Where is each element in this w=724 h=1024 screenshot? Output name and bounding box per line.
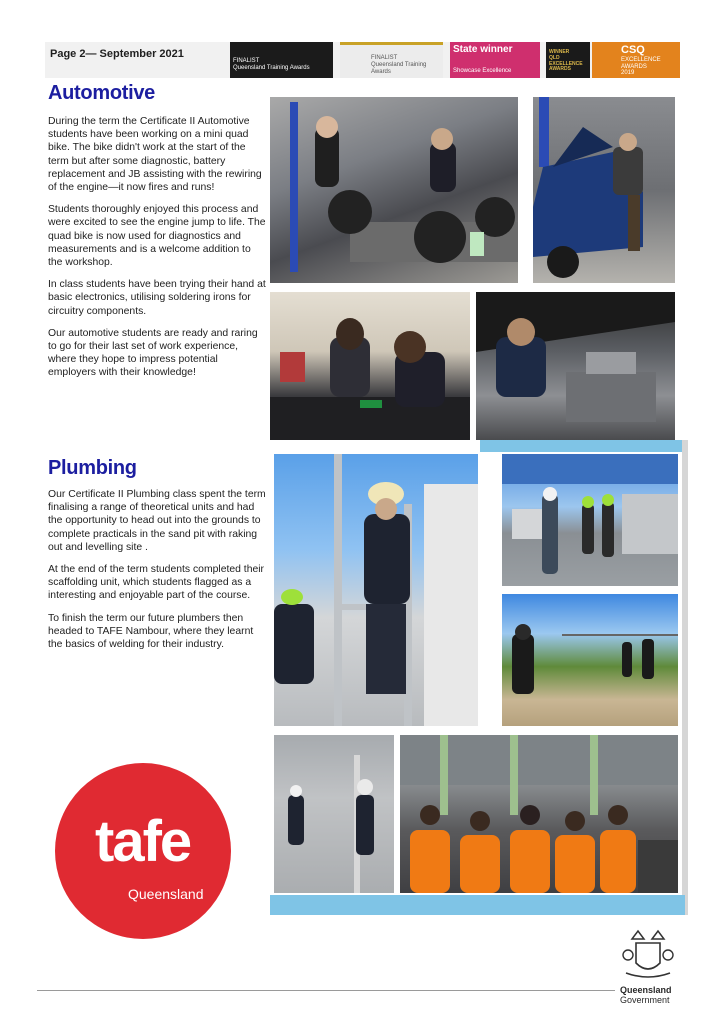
welding-group-photo-illustration [400,735,678,893]
automotive-paragraph: During the term the Certificate II Automotive students have been working on a mini quad bike. The bike didn't work at the start of the term but after some diagnostic, battery replacement and JB assisting with the rewiring of the engine—it now fires and runs! [48,116,262,194]
award-badge-5-line1: EXCELLENCE AWARDS [621,56,661,70]
award-badge-4-line1: WINNER [549,49,570,55]
scaffolding-photo-illustration [274,454,478,726]
automotive-paragraph: In class students have been trying their hand at basic electronics, utilising soldering irons for circuitry components. [48,279,266,317]
tafe-logo-word: tafe [95,809,191,874]
award-badge-3-title: State winner [453,44,513,55]
scaffold-build-photo-illustration [274,735,394,893]
decorative-band [480,440,685,452]
award-badge-1-line1: FINALIST [233,58,260,64]
plumbing-title: Plumbing [48,457,137,479]
sand-pit-photo [500,592,680,728]
tafe-logo-sub: Queensland [128,886,204,902]
soldering-photo [268,290,472,442]
award-badge-5-line2: 2019 [621,70,635,77]
award-badge-4 [546,42,590,78]
award-badge-1 [230,42,333,78]
site-group-photo-illustration [502,454,678,586]
award-badge-2-line2: Queensland Training Awards [371,61,427,75]
award-badge-1-line2: Queensland Training Awards [233,64,310,71]
decorative-band [682,440,688,915]
award-badge-5 [592,42,680,78]
engine-bay-photo-illustration [476,292,675,440]
scaffolding-photo [272,452,480,728]
page-label: Page 2— September 2021 [50,48,184,60]
queensland-government-logo [620,985,672,1005]
quad-bike-photo [268,95,520,285]
quad-bike-photo-illustration [270,97,518,283]
gov-line1: Queensland [620,985,672,995]
automotive-body [48,115,266,389]
welding-group-photo [398,733,680,895]
engine-bay-photo [474,290,677,442]
car-engine-photo-illustration [533,97,675,283]
automotive-paragraph: Students thoroughly enjoyed this process and were excited to see the engine jump to life. The quad bike is now used for diagnostics and measurements and is a welcome addition to the workshop. [48,204,266,269]
gov-line2: Government [620,995,670,1005]
award-badge-2-line1: FINALIST [371,55,398,61]
plumbing-paragraph: Our Certificate II Plumbing class spent the term finalising a range of theoretical units and had the opportunity to head out into the grounds to complete practicals in the sand pit with raking out and levelling site . [48,489,266,553]
award-badge-4-line2: QLD EXCELLENCE AWARDS [549,54,583,73]
award-badge-2 [340,42,443,78]
decorative-band [270,895,685,915]
site-group-photo [500,452,680,588]
plumbing-paragraph: At the end of the term students completed their scaffolding unit, which students flagged as a interesting and enjoyable part of the course. [48,564,265,602]
automotive-title: Automotive [48,82,156,104]
sand-pit-photo-illustration [502,594,678,726]
award-badge-3-line1: Showcase Excellence [453,67,512,74]
award-badge-3 [450,42,540,78]
automotive-paragraph: Our automotive students are ready and raring to go for their last set of work experience, where they hope to impress potential employers with their knowledge! [48,327,258,379]
car-engine-photo [531,95,677,285]
scaffold-build-photo [272,733,396,895]
plumbing-body [48,488,266,660]
soldering-photo-illustration [270,292,470,440]
plumbing-paragraph: To finish the term our future plumbers then headed to TAFE Nambour, where they learnt the basics of welding for their industry. [48,612,254,651]
queensland-crest-icon [622,925,674,981]
award-badge-5-title: CSQ [621,44,645,56]
footer-rule [37,990,615,991]
